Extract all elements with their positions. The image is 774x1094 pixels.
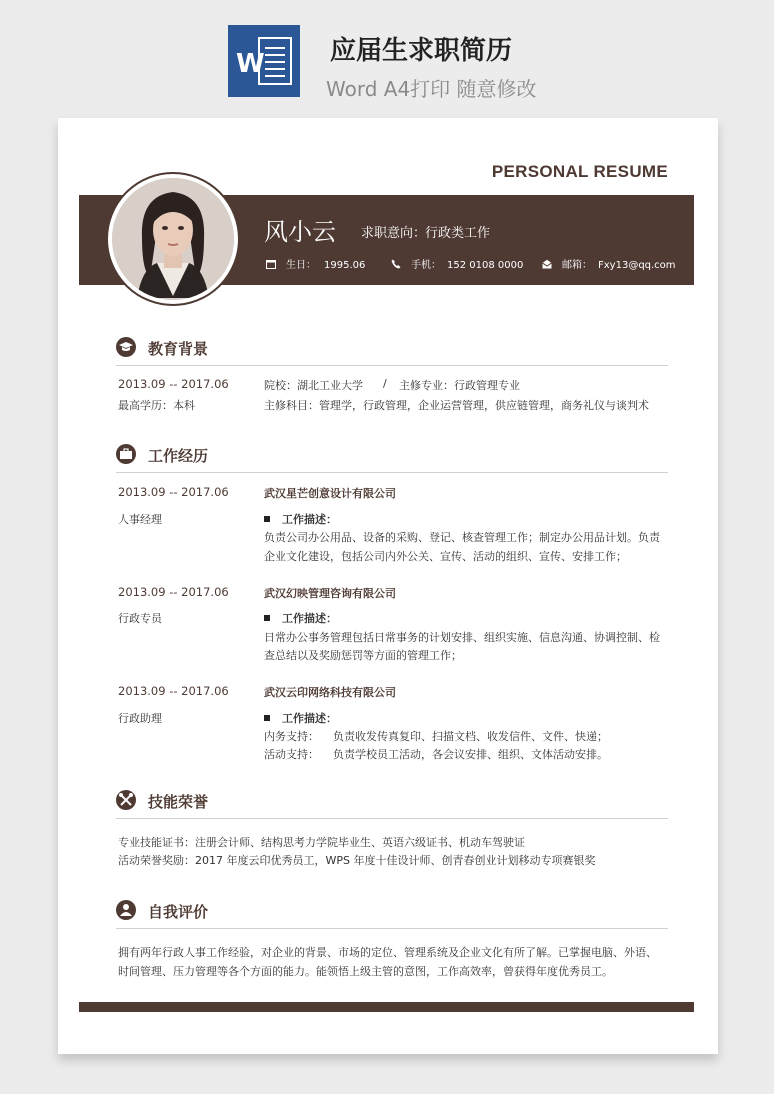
resume-page [58,118,718,1054]
job-company: 武汉星芒创意设计有限公司 [264,487,396,500]
skills-line: 专业技能证书：注册会计师、结构思考力学院毕业生、英语六级证书、机动车驾驶证 [118,836,525,849]
person-icon [116,900,136,920]
email-value: Fxy13@qq.com [598,260,676,271]
job-desc-label: 工作描述： [264,610,337,626]
footer-bar [79,1002,694,1012]
job-company: 武汉云印网络科技有限公司 [264,686,396,699]
bullet-icon [264,615,270,621]
bullet-icon [264,715,270,721]
work-section-header [116,442,668,473]
banner-subtitle: Word A4打印 随意修改 [326,77,537,101]
education-degree: 最高学历：本科 [118,399,195,412]
self-line: 时间管理、压力管理等各个方面的能力。能领悟上级主管的意图，工作高效率，曾获得年度优秀员工。 [118,965,613,978]
self-line: 拥有两年行政人事工作经验，对企业的背景、市场的定位、管理系统及企业文化有所了解。已掌握电脑、外语、 [118,946,657,959]
self-section-header [116,898,668,929]
self-title: 自我评价 [148,903,209,921]
job-desc-line: 日常办公事务管理包括日常事务的计划安排、组织实施、信息沟通、协调控制、检 [264,631,660,644]
phone-info [391,256,523,271]
email-info [542,256,676,271]
phone-value: 152 0108 0000 [447,260,524,271]
portrait-photo [112,178,234,300]
education-title: 教育背景 [148,340,209,358]
education-courses: 主修科目：管理学，行政管理，企业运营管理，供应链管理，商务礼仪与谈判术 [264,399,649,412]
birthday-label: 生日： [286,260,316,271]
job-desc-line: 企业文化建设，包括公司内外公关、宣传、活动的组织、宣传、安排工作； [264,550,627,563]
job-role: 行政专员 [118,612,162,625]
job-desc-line: 负责公司办公用品、设备的采购、登记、核查管理工作；制定办公用品计划。负责 [264,531,660,544]
job-desc-line: 活动支持： 负责学校员工活动，各会议安排、组织、文体活动安排。 [264,748,608,761]
education-separator: / [383,377,387,390]
job-desc-label: 工作描述： [264,710,337,726]
job-desc-label: 工作描述： [264,511,337,527]
banner-title: 应届生求职简历 [330,36,513,66]
job-role: 行政助理 [118,712,162,725]
avatar [106,172,240,306]
mail-icon [542,259,552,269]
job-date: 2013.09 -- 2017.06 [118,684,229,698]
education-school: 院校：湖北工业大学 [264,379,363,392]
skills-line: 活动荣誉奖励：2017 年度云印优秀员工，WPS 年度十佳设计师、创青春创业计划移动专项赛银奖 [118,854,596,867]
banner [0,0,774,112]
email-label: 邮箱： [562,260,592,271]
graduation-cap-icon [116,337,136,357]
job-role: 人事经理 [118,513,162,526]
calendar-icon [266,259,276,269]
work-title: 工作经历 [148,447,209,465]
candidate-name: 风小云 [264,218,336,246]
job-intent-value: 行政类工作 [425,226,491,241]
birthday-info [266,256,365,271]
resume-label: PERSONAL RESUME [491,162,668,181]
job-date: 2013.09 -- 2017.06 [118,485,229,499]
phone-icon [391,259,401,269]
skills-title: 技能荣誉 [148,793,209,811]
education-major: 主修专业：行政管理专业 [399,379,520,392]
job-intent-label: 求职意向： [361,226,427,241]
birthday-value: 1995.06 [324,260,366,271]
job-desc-line: 内务支持： 负责收发传真复印、扫描文档、收发信件、文件、快递； [264,730,608,743]
job-date: 2013.09 -- 2017.06 [118,585,229,599]
skills-section-header [116,788,668,819]
bullet-icon [264,516,270,522]
education-section-header [116,335,668,366]
briefcase-icon [116,444,136,464]
word-logo-icon: W [228,25,300,97]
job-company: 武汉幻映管理咨询有限公司 [264,587,396,600]
phone-label: 手机： [411,260,441,271]
job-desc-line: 查总结以及奖励惩罚等方面的管理工作； [264,649,462,662]
education-date: 2013.09 -- 2017.06 [118,377,229,391]
tools-icon [116,790,136,810]
